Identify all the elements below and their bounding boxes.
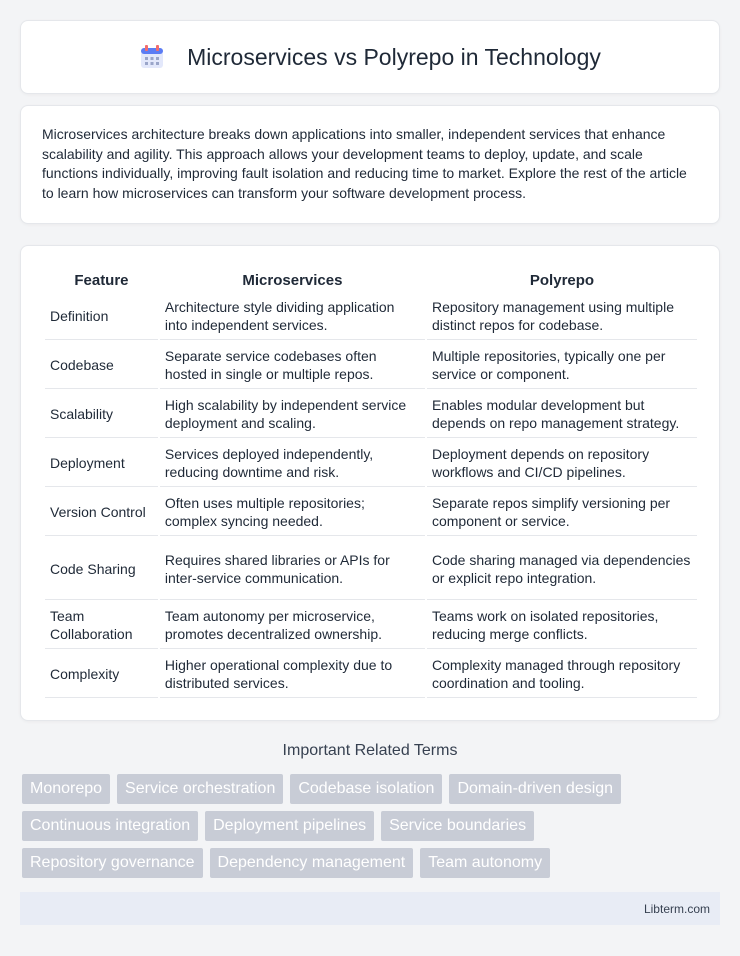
polyrepo-cell: Teams work on isolated repositories, reducing merge conflicts. (427, 602, 697, 649)
table-header-row (45, 269, 697, 291)
header-polyrepo: Polyrepo (529, 271, 595, 289)
microservices-cell: Often uses multiple repositories; complex syncing needed. (160, 489, 425, 536)
polyrepo-cell: Complexity managed through repository coordination and tooling. (427, 651, 697, 698)
related-terms-title: Important Related Terms (282, 742, 458, 759)
comparison-card (20, 245, 720, 721)
intro-card (20, 105, 720, 224)
term-tag[interactable]: Team autonomy (420, 848, 550, 878)
term-tag[interactable]: Repository governance (22, 848, 203, 878)
calendar-icon (139, 44, 165, 70)
term-tag[interactable]: Monorepo (22, 774, 110, 804)
feature-cell: Version Control (45, 489, 158, 536)
polyrepo-cell: Multiple repositories, typically one per service or component. (427, 342, 697, 389)
microservices-cell: High scalability by independent service deployment and scaling. (160, 391, 425, 438)
feature-cell: Definition (45, 293, 158, 340)
table-row (45, 440, 697, 487)
term-tag[interactable]: Service orchestration (117, 774, 283, 804)
microservices-cell: Higher operational complexity due to distributed services. (160, 651, 425, 698)
footer-site-link[interactable]: Libterm.com (643, 901, 710, 916)
feature-cell: Team Collaboration (45, 602, 158, 649)
table-row (45, 342, 697, 389)
related-terms-list (22, 774, 722, 885)
term-tag[interactable]: Deployment pipelines (205, 811, 374, 841)
term-tag[interactable]: Codebase isolation (290, 774, 442, 804)
table-row (45, 391, 697, 438)
polyrepo-cell: Separate repos simplify versioning per component or service. (427, 489, 697, 536)
microservices-cell: Services deployed independently, reducing downtime and risk. (160, 440, 425, 487)
table-row (45, 538, 697, 600)
term-tag[interactable]: Dependency management (210, 848, 414, 878)
feature-cell: Code Sharing (45, 538, 158, 600)
table-row (45, 489, 697, 536)
term-tag[interactable]: Continuous integration (22, 811, 198, 841)
microservices-cell: Separate service codebases often hosted in single or multiple repos. (160, 342, 425, 389)
polyrepo-cell: Enables modular development but depends on repo management strategy. (427, 391, 697, 438)
intro-text: Microservices architecture breaks down applications into smaller, independent services that enhance scalability and agility. This approach allows your development teams to deploy, update, and scale functions individually, improving fault isolation and reducing time to market. Explore the rest of the article to learn how microservices can transform your software development process. (42, 126, 687, 201)
page-header (20, 20, 720, 94)
polyrepo-cell: Repository management using multiple distinct repos for codebase. (427, 293, 697, 340)
feature-cell: Deployment (45, 440, 158, 487)
header-feature: Feature (74, 271, 129, 289)
page-title: Microservices vs Polyrepo in Technology (187, 43, 601, 70)
microservices-cell: Architecture style dividing application into independent services. (160, 293, 425, 340)
comparison-table (43, 267, 699, 700)
microservices-cell: Team autonomy per microservice, promotes decentralized ownership. (160, 602, 425, 649)
term-tag[interactable]: Service boundaries (381, 811, 534, 841)
table-row (45, 293, 697, 340)
polyrepo-cell: Code sharing managed via dependencies or explicit repo integration. (427, 538, 697, 600)
table-row (45, 651, 697, 698)
feature-cell: Complexity (45, 651, 158, 698)
feature-cell: Codebase (45, 342, 158, 389)
table-row (45, 602, 697, 649)
feature-cell: Scalability (45, 391, 158, 438)
header-microservices: Microservices (242, 271, 343, 289)
term-tag[interactable]: Domain-driven design (449, 774, 621, 804)
page-footer (20, 892, 720, 925)
polyrepo-cell: Deployment depends on repository workflows and CI/CD pipelines. (427, 440, 697, 487)
microservices-cell: Requires shared libraries or APIs for inter-service communication. (160, 538, 425, 600)
